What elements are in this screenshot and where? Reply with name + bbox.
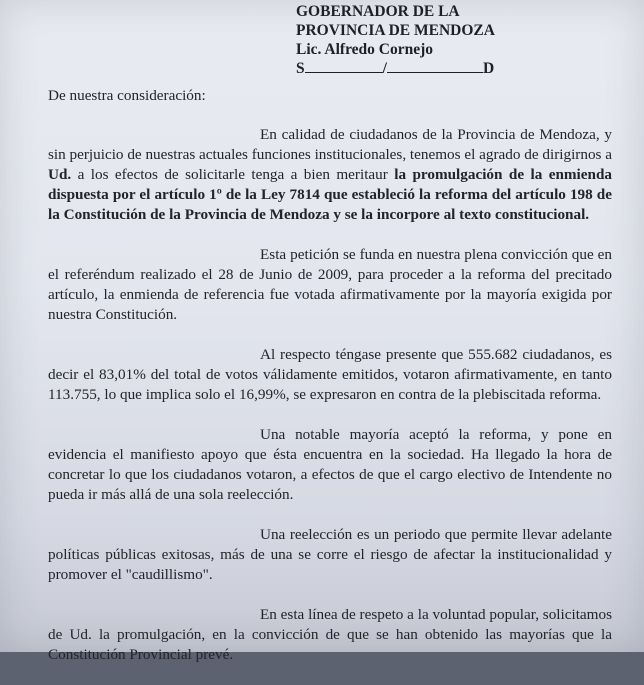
letter-body: [48, 125, 612, 685]
salutation-s: S: [296, 60, 305, 77]
paragraph-majority-text: Una notable mayoría aceptó la reforma, y pone en evidencia el manifiesto apoyo que ésta encuentra en la sociedad. Ha llegado la hora de concretar lo que los ciudadanos votaron, a efectos de que el cargo electivo de Intendente no pueda ir más allá de una sola reelección.: [48, 426, 612, 503]
paragraph-results: [48, 345, 612, 405]
paragraph-request: [48, 125, 612, 225]
paragraph-request-text-a: En calidad de ciudadanos de la Provincia de Mendoza, y sin perjuicio de nuestras actuales funciones institucionales, tenemos el agrado de dirigirnos a: [48, 126, 612, 163]
salutation-slash: /: [382, 60, 387, 77]
paragraph-referendum-text: Esta petición se funda en nuestra plena convicción que en el referéndum realizado el 28 de Junio de 2009, para proceder a la reforma del precitado artículo, la enmienda de referencia fue votada afirmativamente por la mayoría exigida por nuestra Constitución.: [48, 246, 612, 323]
paragraph-conclusion-text: En esta línea de respeto a la voluntad popular, solicitamos de Ud. la promulgación, en la convicción de que se han obtenido las mayorías que la Constitución Provincial prevé.: [48, 606, 612, 663]
paragraph-reelection-text: Una reelección es un periodo que permite llevar adelante políticas públicas exitosas, más de una se corre el riesgo de afectar la institucionalidad y promover el "caudillismo".: [48, 526, 612, 583]
paragraph-request-ud: Ud.: [48, 166, 72, 183]
salutation-blank-1: [305, 59, 383, 73]
salutation-abbreviation: [296, 59, 495, 78]
paragraph-reelection: [48, 525, 612, 585]
paragraph-results-text: Al respecto téngase presente que 555.682 ciudadanos, es decir el 83,01% del total de votos válidamente emitidos, votaron afirmativamente, en tanto 113.755, lo que implica solo el 16,99%, se expresaron en contra de la plebiscitada reforma.: [48, 346, 612, 403]
paragraph-request-bold: la promulgación de la enmienda dispuesta por el artículo 1º de la Ley 7814 que estableció la reforma del artículo 198 de la Constitución de la Provincia de Mendoza y se la incorpore al texto constitucional.: [48, 166, 612, 223]
paragraph-request-text-b: a los efectos de solicitarle tenga a bien meritaur: [71, 166, 395, 183]
addressee-title: GOBERNADOR DE LA: [296, 3, 460, 20]
addressee-province: PROVINCIA DE MENDOZA: [296, 22, 495, 39]
salutation-blank-2: [387, 59, 483, 73]
addressee-name: Lic. Alfredo Cornejo: [296, 41, 434, 58]
paragraph-referendum: [48, 245, 612, 325]
addressee-block: [296, 2, 495, 78]
paragraph-majority: [48, 425, 612, 505]
paragraph-conclusion: [48, 605, 612, 665]
greeting: De nuestra consideración:: [48, 87, 206, 104]
salutation-d: D: [482, 60, 495, 77]
